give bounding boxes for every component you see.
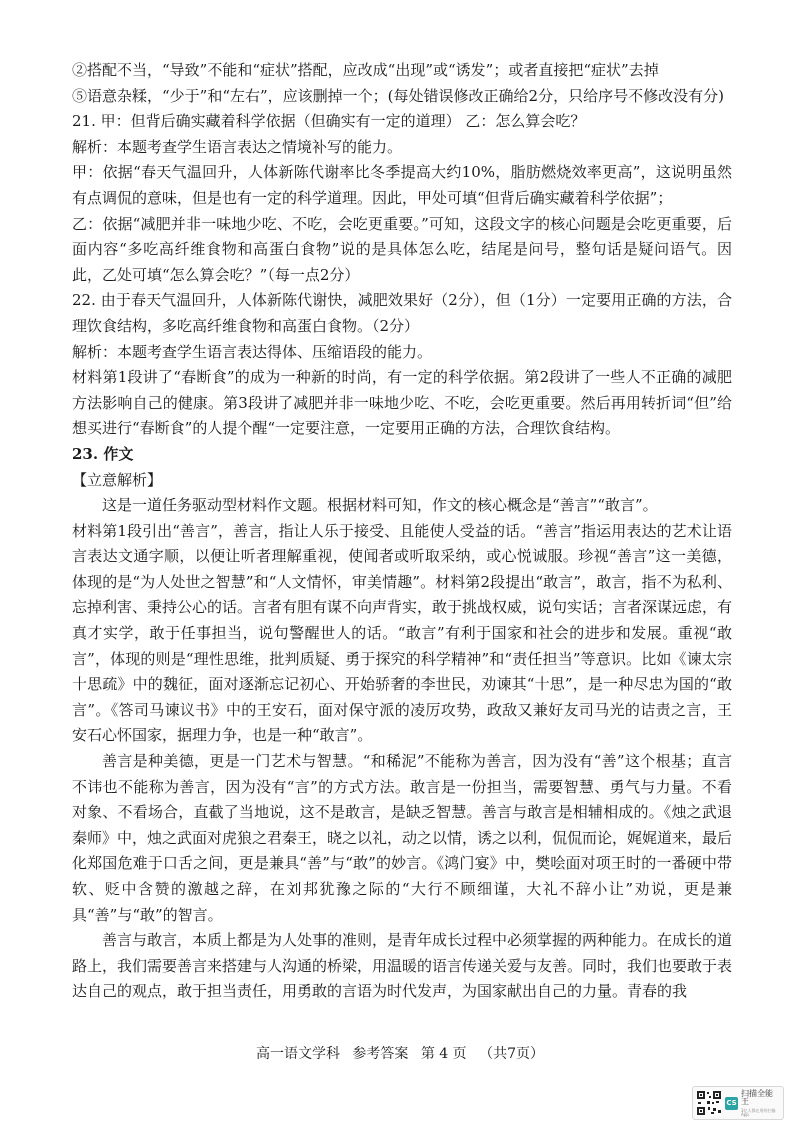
- paragraph: 善言是种美德，更是一门艺术与智慧。“和稀泥”不能称为善言，因为没有“善”这个根基；直言不讳也不能称为善言，因为没有“言”的方式方法。敢言是一份担当，需要智慧、勇气与力量。不看对象、不看场合，直截了当地说，这不是敢言，是缺乏智慧。善言与敢言是相辅相成的。《烛之武退秦师》中，烛之武面对虎狼之君秦王，晓之以礼，动之以情，诱之以利，侃侃而论，娓娓道来，最后化郑国危难于口舌之间，更是兼具“善”与“敢”的妙言。《鸿门宴》中，樊哙面对项王时的一番硬中带软、贬中含赞的激越之辞，在刘邦犹豫之际的“大行不顾细谨，大礼不辞小让”劝说，更是兼具“善”与“敢”的智言。: [72, 752, 733, 924]
- paragraph: 材料第1段引出“善言”，善言，指让人乐于接受、且能使人受益的话。“善言”指运用表达的艺术让语言表达文通字顺，以便让听者理解重视，使闻者或听取采纳，或心悦诚服。珍视“善言”这一美德，体现的是“为人处世之智慧”和“人文情怀，审美情趣”。材料第2段提出“敢言”，敢言，指不为私利、忘掉利害、秉持公心的话。言者有胆有谋不向声背实，敢于挑战权威，说句实话；言者深谋远虑，有真才实学，敢于任事担当，说句警醒世人的话。“敢言”有利于国家和社会的进步和发展。重视“敢言”，体现的则是“理性思维，批判质疑、勇于探究的科学精神”和“责任担当”等意识。比如《谏太宗十思疏》中的魏征，面对逐渐忘记初心、开始骄奢的李世民，劝谏其“十思”，是一种尽忠为国的“敢言”。《答司马谏议书》中的王安石，面对保守派的凌厉攻势，政敌又兼好友司马光的诘责之言，王安石心怀国家，据理力争，也是一种“敢言”。: [72, 521, 733, 745]
- scanner-app-slogan: 3亿人都在用的扫描App: [741, 1107, 776, 1117]
- paragraph: 乙：依据“减肥并非一味地少吃、不吃，会吃更重要。”可知，这段文字的核心问题是会吃更重要，后面内容“多吃高纤维食物和高蛋白食物”说的是具体怎么吃，结尾是问号，整句话是疑问语气。因此，乙处可填“怎么算会吃？”（每一点2分）: [72, 214, 732, 284]
- paragraph: 善言与敢言，本质上都是为人处事的准则，是青年成长过程中必须掌握的两种能力。在成长的道路上，我们需要善言来搭建与人沟通的桥梁，用温暖的语言传递关爱与友善。同时，我们也要敢于表达自己的观点，敢于担当责任，用勇敢的言语为时代发声，为国家献出自己的力量。青春的我: [72, 931, 733, 1001]
- page-footer: [0, 1044, 800, 1064]
- footer-subject: 高一语文学科: [255, 1046, 340, 1062]
- scanner-app-name: 扫描全能王: [741, 1088, 773, 1106]
- answer-content: [72, 58, 732, 1005]
- paragraph: 解析：本题考查学生语言表达得体、压缩语段的能力。: [72, 342, 433, 361]
- paragraph: 材料第1段讲了“春断食”的成为一种新的时尚，有一定的科学依据。第2段讲了一些人不正确的减肥方法影响自己的健康。第3段讲了减肥并非一味地少吃、不吃，会吃更重要。然后再用转折词“但”给想买进行“春断食”的人提个醒“一定要注意，一定要用正确的方法，合理饮食结构。: [72, 368, 732, 438]
- paragraph: ②搭配不当，“导致”不能和“症状”搭配，应改成“出现”或“诱发”；或者直接把“症状”去掉: [72, 61, 659, 79]
- paragraph: 21. 甲：但背后确实藏着科学依据（但确实有一定的道理） 乙：怎么算会吃？: [72, 112, 586, 131]
- footer-page-total: （共7页）: [479, 1046, 545, 1062]
- paragraph: ⑤语意杂糅，“少于”和“左右”，应该删掉一个；(每处错误修改正确给2分，只给序号不修改没有分): [72, 86, 724, 105]
- paragraph: 23. 作文: [72, 444, 134, 463]
- paragraph: 【立意解析】: [72, 470, 163, 489]
- paragraph: 甲：依据“春天气温回升，人体新陈代谢率比冬季提高大约10%，脂肪燃烧效率更高”，这说明虽然有点调侃的意味，但是也有一定的科学道理。因此，甲处可填“但背后确实藏着科学依据”；: [72, 163, 732, 207]
- cs-logo-icon: CS: [725, 1097, 738, 1110]
- paragraph: 这是一道任务驱动型材料作文题。根据材料可知，作文的核心概念是“善言”“敢言”。: [102, 496, 658, 515]
- footer-doc-type: 参考答案: [352, 1046, 409, 1062]
- paragraph: 解析：本题考查学生语言表达之情境补写的能力。: [72, 137, 403, 156]
- footer-page-number: 第 4 页: [420, 1046, 467, 1062]
- qr-code-icon: [696, 1090, 722, 1116]
- paragraph: 22. 由于春天气温回升，人体新陈代谢快，减肥效果好（2分），但（1分）一定要用正确的方法，合理饮食结构，多吃高纤维食物和高蛋白食物。（2分）: [72, 291, 732, 335]
- scanner-watermark: [692, 1086, 784, 1120]
